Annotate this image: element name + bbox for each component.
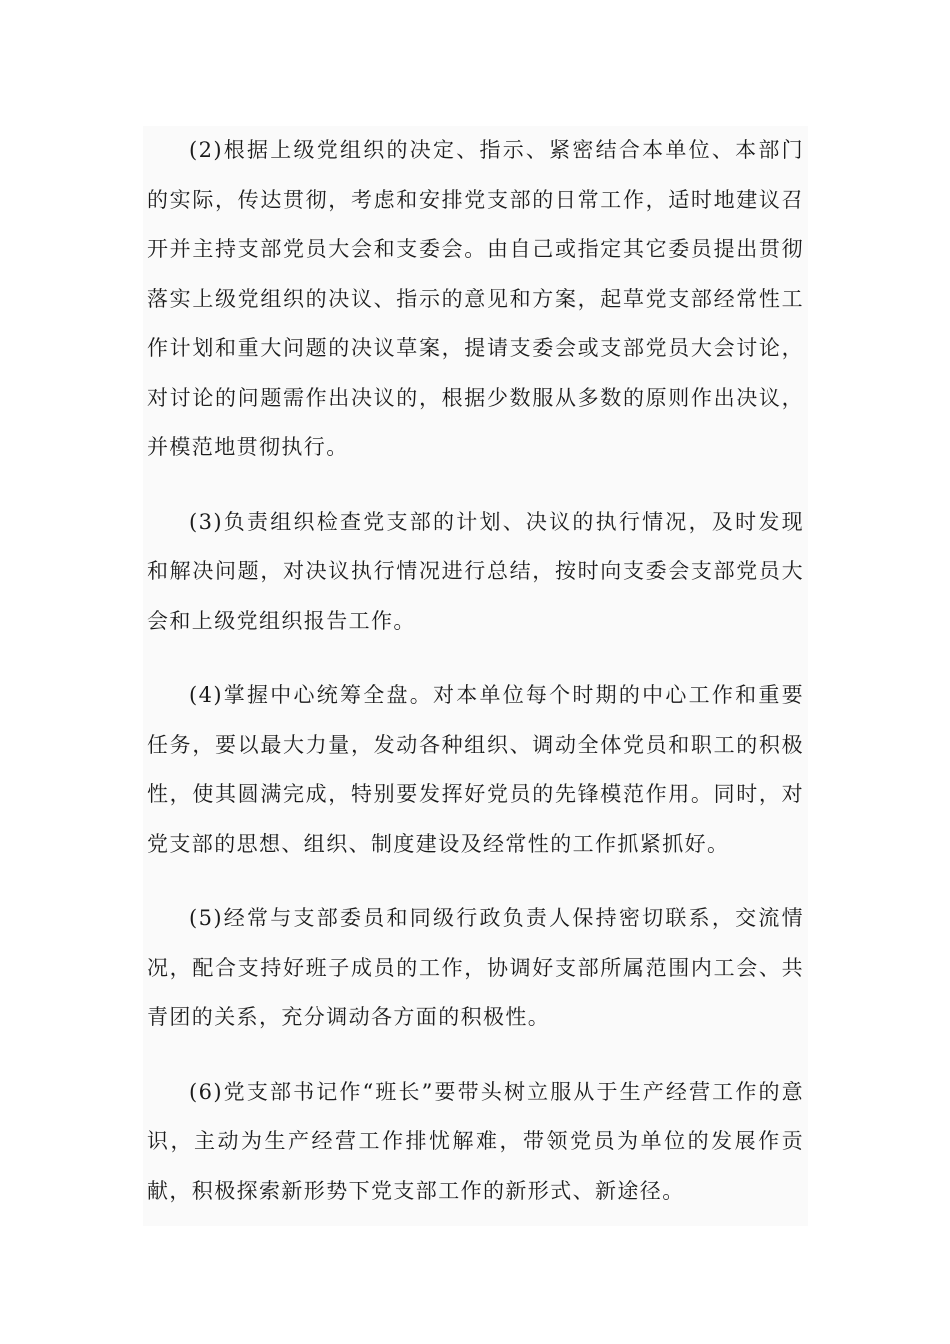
paragraph-gap — [143, 473, 808, 498]
paragraph-gap — [143, 1043, 808, 1068]
paragraph-4: (4)掌握中心统筹全盘。对本单位每个时期的中心工作和重要任务，要以最大力量，发动各种组织、调动全体党员和职工的积极性，使其圆满完成，特别要发挥好党员的先锋模范作用。同时，对党支部的思想、组织、制度建设及经常性的工作抓紧抓好。 — [147, 683, 804, 856]
paragraph-3: (3)负责组织检查党支部的计划、决议的执行情况，及时发现和解决问题，对决议执行情况进行总结，按时向支委会支部党员大会和上级党组织报告工作。 — [147, 509, 804, 633]
paragraph-2: (2)根据上级党组织的决定、指示、紧密结合本单位、本部门的实际，传达贯彻，考虑和安排党支部的日常工作，适时地建议召开并主持支部党员大会和支委会。由自己或指定其它委员提出贯彻落实上级党组织的决议、指示的意见和方案，起草党支部经常性工作计划和重大问题的决议草案，提请支委会或支部党员大会讨论，对讨论的问题需作出决议的，根据少数服从多数的原则作出决议，并模范地贯彻执行。 — [147, 138, 804, 459]
document-body — [143, 126, 808, 1226]
paragraph-6: (6)党支部书记作“班长”要带头树立服从于生产经营工作的意识，主动为生产经营工作排忧解难，带领党员为单位的发展作贡献，积极探索新形势下党支部工作的新形式、新途径。 — [147, 1079, 804, 1203]
paragraph-gap — [143, 646, 808, 671]
paragraph-5: (5)经常与支部委员和同级行政负责人保持密切联系，交流情况，配合支持好班子成员的工作，协调好支部所属范围内工会、共青团的关系，充分调动各方面的积极性。 — [147, 906, 804, 1029]
paragraph-gap-end — [143, 1216, 808, 1226]
paragraph-gap — [143, 869, 808, 894]
